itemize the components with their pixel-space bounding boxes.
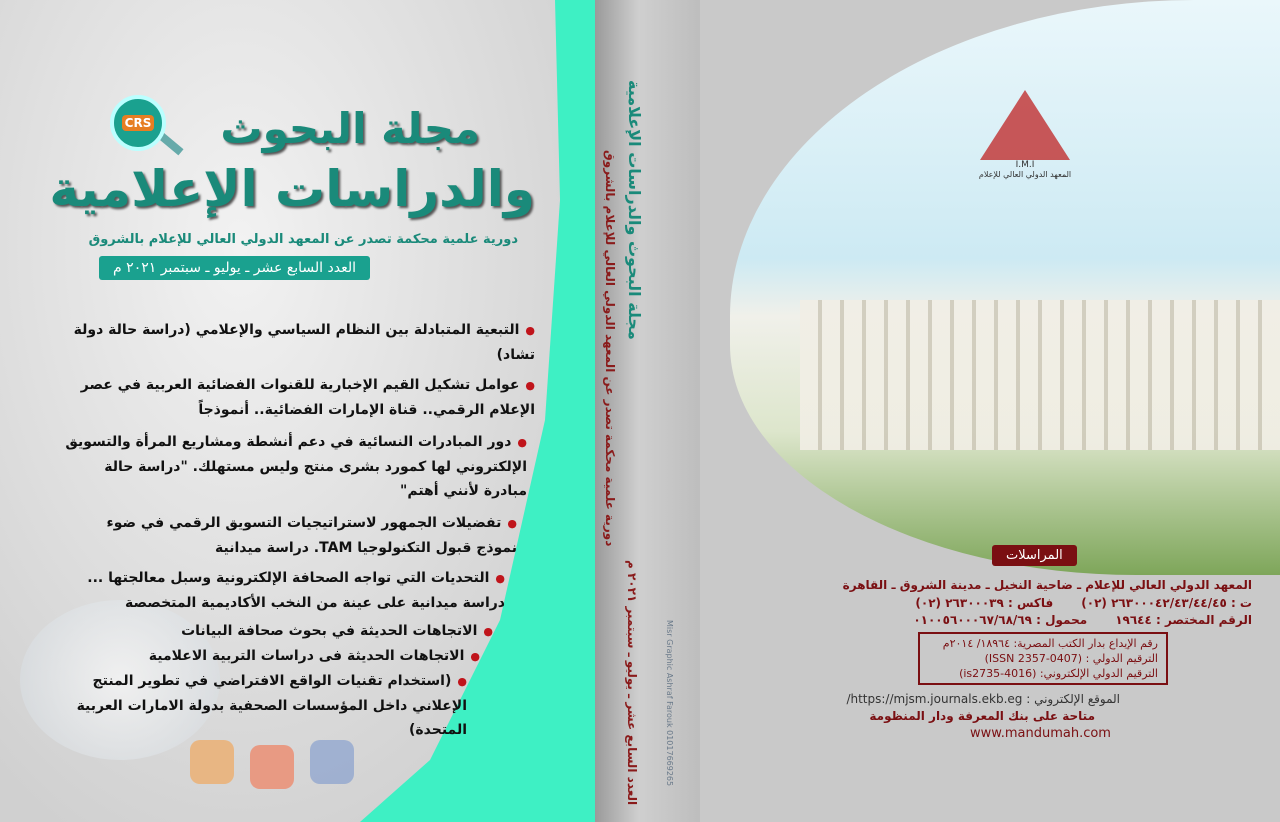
fax: فاكس : ٢٦٣٠٠٠٣٩ (٠٢): [915, 596, 1054, 610]
spine-title: مجلة البحوث والدراسات الإعلامية: [625, 80, 644, 340]
back-cover: [700, 0, 1280, 822]
website: الموقع الإلكتروني : https://mjsm.journals.ekb.eg/: [846, 692, 1120, 706]
eissn: الترقيم الدولي الإلكتروني: (is2735-4016): [959, 667, 1158, 680]
institute-logo: [950, 90, 1100, 190]
address: المعهد الدولي العالي للإعلام ـ ضاحية النخيل ـ مدينة الشروق ـ القاهرة: [842, 578, 1252, 592]
short-mobile-row: [913, 613, 1252, 627]
mobile: محمول : ٠١٠٠٥٦٠٠٠٦٧/٦٨/٦٩: [913, 613, 1088, 627]
registration-box: [918, 632, 1168, 685]
facebook-icon: [310, 740, 354, 784]
article-item: ● التحديات التي تواجه الصحافة الإلكترونية وسبل معالجتها ... دراسة ميدانية على عينة من النخب الأكاديمية المتخصصة: [65, 566, 505, 615]
issue-badge: العدد السابع عشر ـ يوليو ـ سبتمبر ٢٠٢١ م: [99, 256, 370, 280]
article-item: ● عوامل تشكيل القيم الإخبارية للقنوات الفضائية العربية في عصر الإعلام الرقمي.. قناة الإمارات الفضائية.. أنموذجاً: [65, 373, 535, 422]
deposit-number: رقم الإيداع بدار الكتب المصرية: ١٨٩٦٤/ ٢٠١٤م: [942, 637, 1158, 650]
spine-subtitle: دورية علمية محكمة تصدر عن المعهد الدولي العالي للإعلام بالشروق: [603, 150, 617, 547]
blogger-icon: [250, 745, 294, 789]
front-cover: [0, 0, 600, 822]
crs-logo-text: CRS: [122, 115, 155, 131]
article-item: ● الاتجاهات الحديثة في بحوث صحافة البيانات: [65, 619, 493, 644]
short-number: الرقم المختصر : ١٩٦٤٤: [1115, 613, 1252, 627]
mandumah-link[interactable]: www.mandumah.com: [970, 726, 1111, 741]
journal-subtitle: دورية علمية محكمة تصدر عن المعهد الدولي العالي للإعلام بالشروق: [88, 232, 518, 247]
phone: ت : ٢٦٣٠٠٠٤٢/٤٣/٤٤/٤٥ (٠٢): [1081, 596, 1252, 610]
article-item: ● الاتجاهات الحديثة فى دراسات التربية الاعلامية: [65, 644, 480, 669]
crs-logo: [110, 95, 166, 151]
article-item: ● التبعية المتبادلة بين النظام السياسي والإعلامي (دراسة حالة دولة تشاد): [65, 318, 535, 367]
phone-fax-row: [915, 596, 1252, 610]
article-item: ● تفضيلات الجمهور لاستراتيجيات التسويق الرقمي في ضوء نموذج قبول التكنولوجيا TAM. دراسة ميدانية: [65, 511, 517, 560]
article-item: ● دور المبادرات النسائية في دعم أنشطة ومشاريع المرأة والتسويق الإلكتروني لها كمورد بشرى منتج وليس مستهلك. "دراسة حالة مبادرة لأنني أهتم": [65, 430, 527, 503]
journal-title-line1: مجلة البحوث: [220, 104, 480, 153]
journal-title-line2: والدراسات الإعلامية: [49, 160, 535, 218]
spine: [595, 0, 705, 822]
correspondence-label: المراسلات: [992, 545, 1077, 566]
issn: الترقيم الدولي : (ISSN 2357-0407): [984, 652, 1158, 665]
rss-icon: [190, 740, 234, 784]
campus-photo: [730, 0, 1280, 575]
spine-issue: العدد السابع عشر ـ يوليو ـ سبتمبر ٢٠٢١ م: [625, 560, 639, 806]
articles-list: [65, 318, 535, 742]
campus-building: [800, 300, 1280, 450]
availability: متاحة على بنك المعرفة ودار المنظومة: [869, 709, 1095, 723]
designer-credit: Misr Graphic Ashraf Farouk 01017669265: [665, 620, 674, 787]
logo-caption: المعهد الدولي العالي للإعلام: [978, 170, 1072, 179]
logo-abbr: I.M.I: [1015, 160, 1035, 170]
antenna-icon: [980, 90, 1070, 160]
article-item: ● (استخدام تقنيات الواقع الافتراضي في تطوير المنتج الإعلاني داخل المؤسسات الصحفية بدولة الامارات العربية المتحدة): [65, 669, 467, 742]
